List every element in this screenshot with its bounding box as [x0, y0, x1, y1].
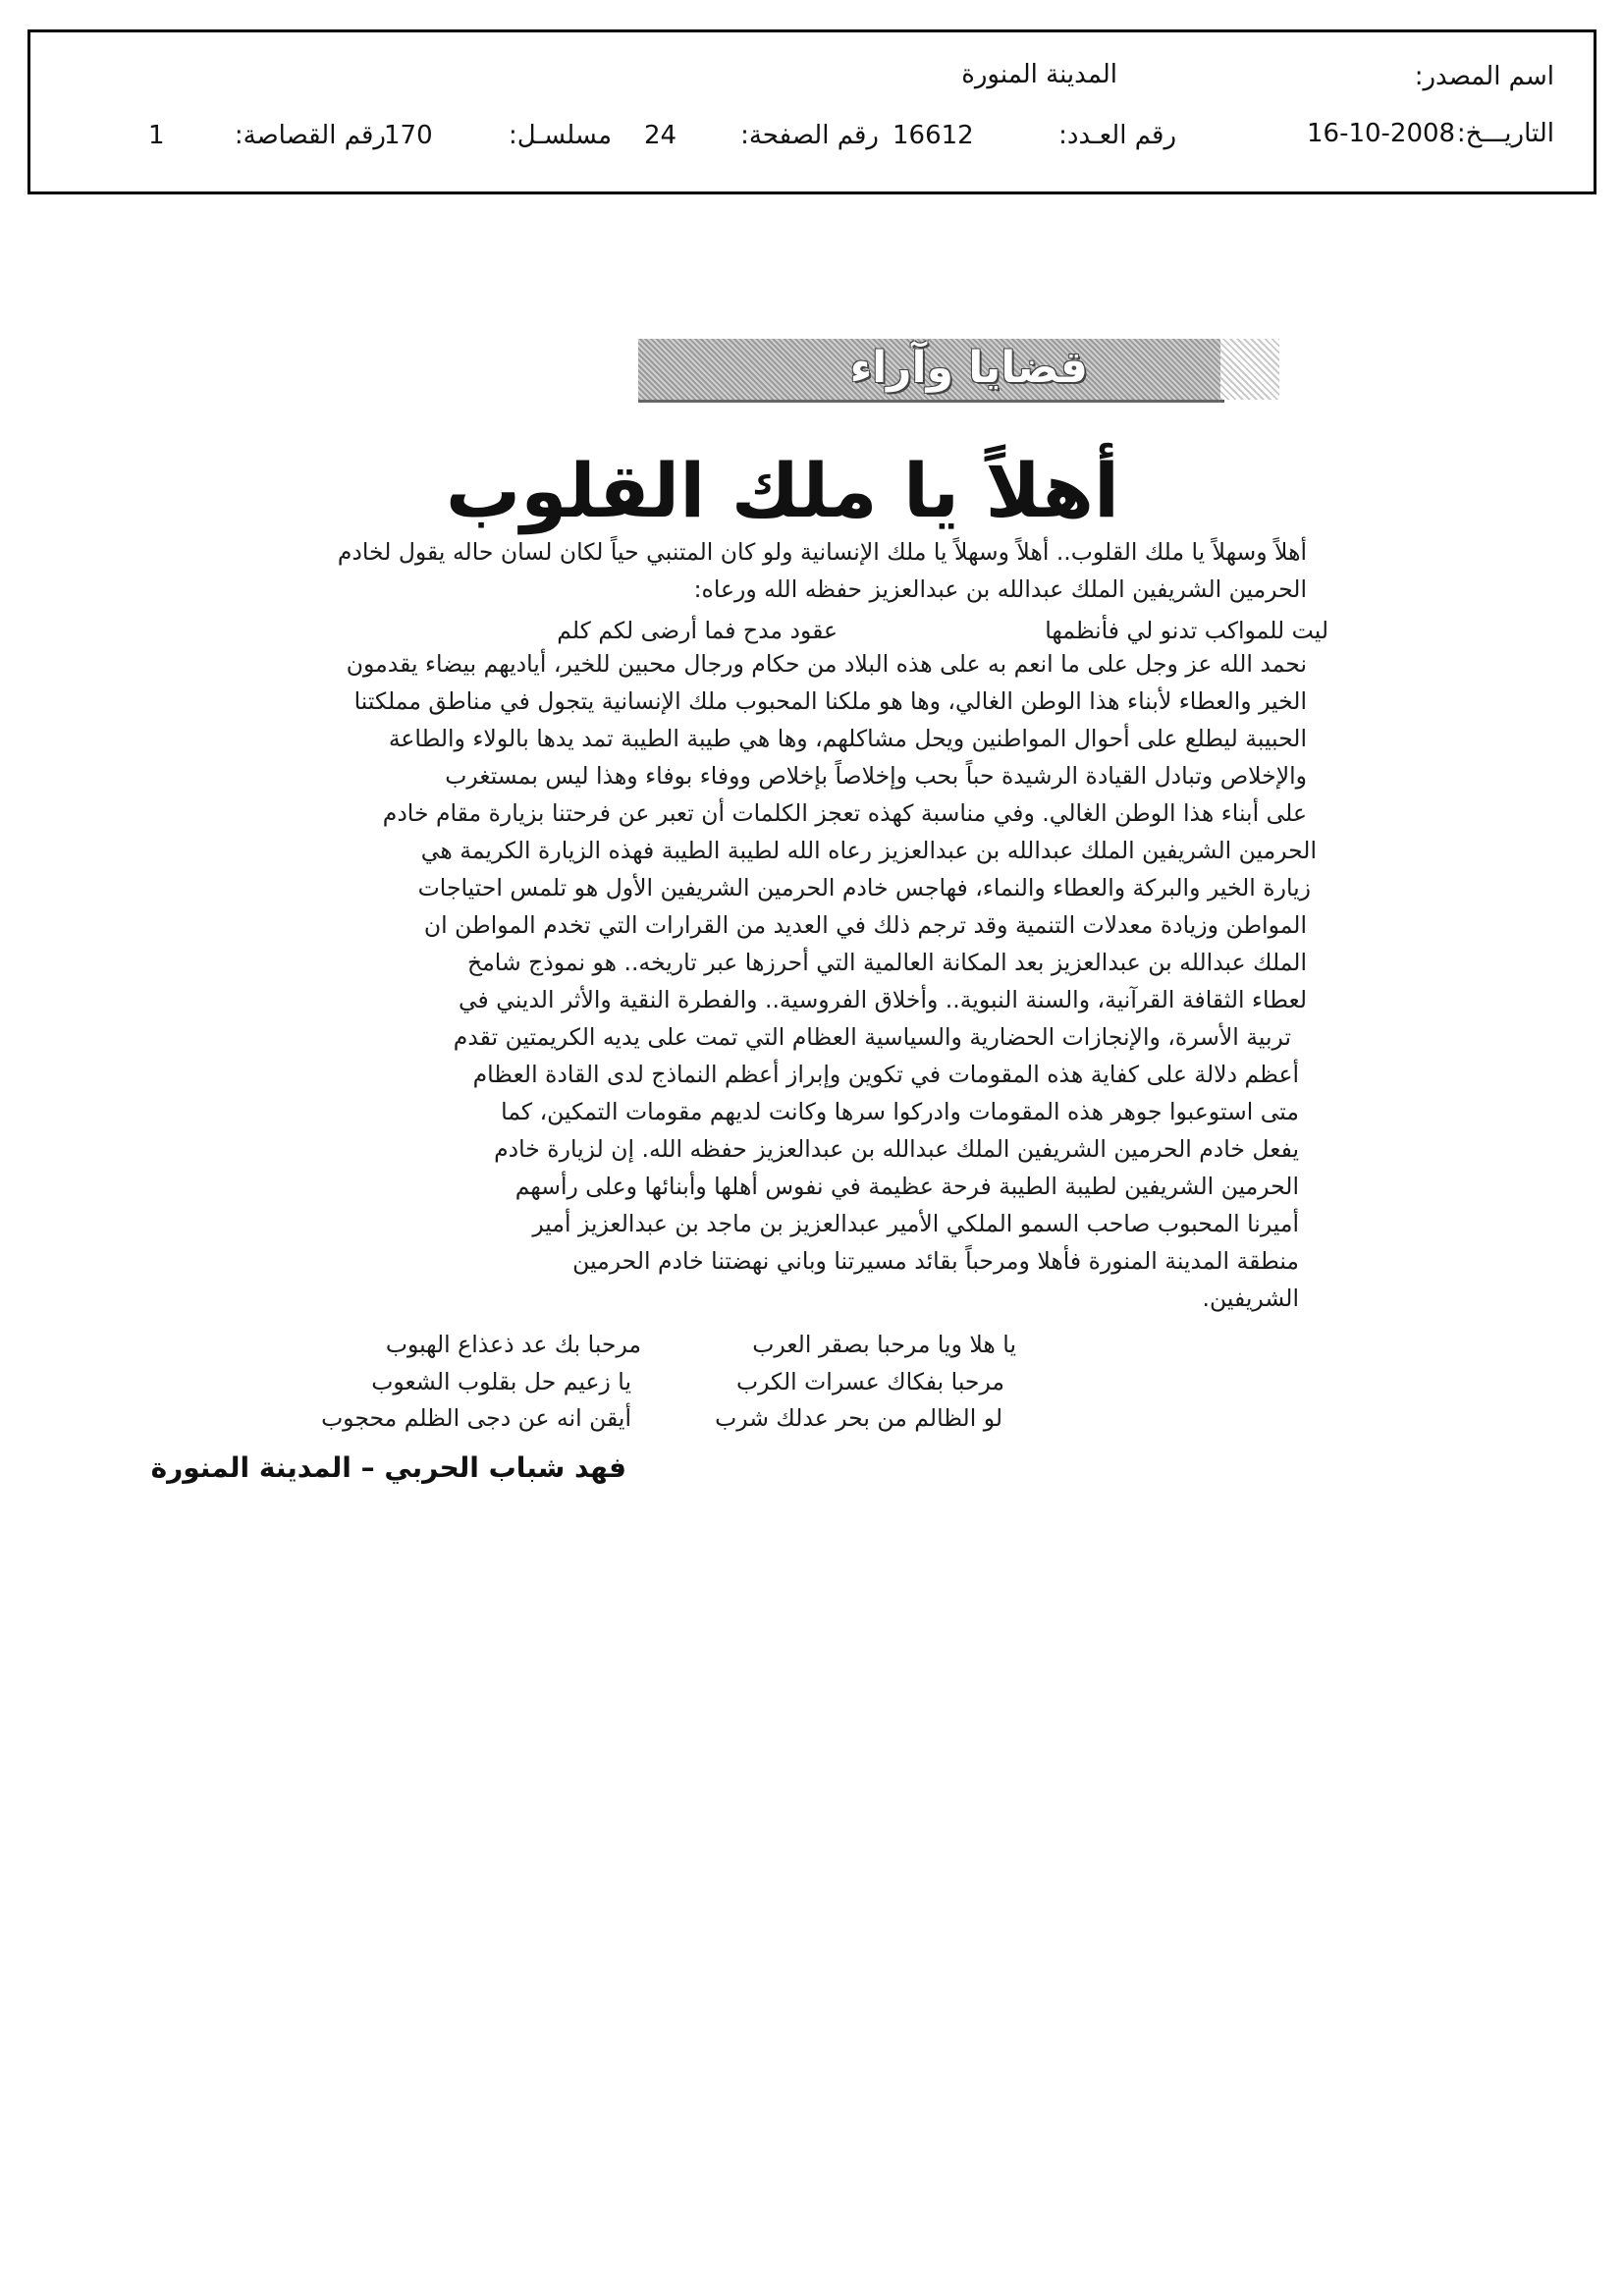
poem-line-1-right: يا هلا ويا مرحبا بصقر العرب [752, 1331, 1016, 1358]
body-line: يفعل خادم الحرمين الشريفين الملك عبدالله بن عبدالعزيز حفظه الله. إن لزيارة خادم [494, 1135, 1299, 1163]
poem-line-3-left: أيقن انه عن دجى الظلم محجوب [321, 1404, 631, 1432]
source-label: اسم المصدر: [1414, 62, 1554, 91]
clip-label: رقم القصاصة: [234, 121, 386, 150]
section-banner [638, 339, 1224, 403]
clip-value: 1 [148, 121, 165, 150]
poem-line-3-right: لو الظالم من بحر عدلك شرب [715, 1404, 1002, 1432]
body-line: الخير والعطاء لأبناء هذا الوطن الغالي، وها هو ملكنا المحبوب ملك الإنسانية يتجول في مناطق مملكتنا [353, 687, 1307, 715]
poem-line-2-right: مرحبا بفكاك عسرات الكرب [735, 1368, 1004, 1395]
issue-value: 16612 [893, 121, 974, 150]
body-line: الحبيبة ليطلع على أحوال المواطنين ويحل مشاكلهم، وها هي طيبة الطيبة تمد يدها بالولاء والطاعة [388, 725, 1307, 752]
body-line: منطقة المدينة المنورة فأهلا ومرحباً بقائد مسيرتنا وباني نهضتنا خادم الحرمين [572, 1247, 1299, 1275]
body-line: نحمد الله عز وجل على ما انعم به على هذه البلاد من حكام ورجال محبين للخير، أياديهم بيضاء يقدمون [346, 650, 1307, 678]
banner-fade-decoration [1220, 339, 1279, 400]
poem-line-2-left: يا زعيم حل بقلوب الشعوب [371, 1368, 631, 1395]
body-line: أهلاً وسهلاً يا ملك القلوب.. أهلاً وسهلاً يا ملك الإنسانية ولو كان المتنبي حياً لكان لسان حاله يقول لخادم [337, 538, 1307, 566]
issue-label: رقم العـدد: [1058, 121, 1176, 150]
page-label: رقم الصفحة: [740, 121, 879, 150]
body-line: والإخلاص وتبادل القيادة الرشيدة حباً بحب وإخلاصاً بإخلاص ووفاء بوفاء وهذا ليس بمستغرب [445, 762, 1307, 790]
body-line: الحرمين الشريفين لطيبة الطيبة فرحة عظيمة في نفوس أهلها وأبنائها وعلى رأسهم [514, 1173, 1299, 1200]
body-line: على أبناء هذا الوطن الغالي. وفي مناسبة كهذه تعجز الكلمات أن تعبر عن فرحتنا بزيارة مقام خادم [382, 799, 1307, 827]
article-byline: فهد شباب الحربي – المدينة المنورة [150, 1451, 626, 1484]
verse-intro-right: ليت للمواكب تدنو لي فأنظمها [1045, 617, 1328, 644]
poem-line-1-left: مرحبا بك عد ذعذاع الهبوب [385, 1331, 641, 1358]
body-line: متى استوعبوا جوهر هذه المقومات وادركوا سرها وكانت لديهم مقومات التمكين، كما [501, 1098, 1299, 1125]
body-line: لعطاء الثقافة القرآنية، والسنة النبوية.. وأخلاق الفروسية.. والفطرة النقية والأثر الديني في [458, 986, 1307, 1013]
body-line: زيارة الخير والبركة والعطاء والنماء، فهاجس خادم الحرمين الشريفين الأول هو تلمس احتياجات [417, 874, 1311, 902]
body-line: الحرمين الشريفين الملك عبدالله بن عبدالعزيز رعاه الله لطيبة الطيبة فهذه الزيارة الكريمة هي [420, 837, 1317, 864]
clip-info-box [27, 29, 1596, 194]
serial-value: 170 [384, 121, 433, 150]
body-line: المواطن وزيادة معدلات التنمية وقد ترجم ذلك في العديد من القرارات التي تخدم المواطن ان [423, 911, 1307, 939]
body-line: الملك عبدالله بن عبدالعزيز بعد المكانة العالمية التي أحرزها عبر تاريخه.. هو نموذج شامخ [467, 949, 1307, 976]
verse-intro-left: عقود مدح فما أرضى لكم كلم [557, 617, 838, 644]
date-label: التاريـــخ: [1456, 119, 1554, 148]
body-line: تربية الأسرة، والإنجازات الحضارية والسياسية العظام التي تمت على يديه الكريمتين تقدم [453, 1023, 1291, 1051]
body-line: أعظم دلالة على كفاية هذه المقومات في تكوين وإبراز أعظم النماذج لدى القادة العظام [472, 1061, 1299, 1088]
source-value: المدينة المنورة [961, 60, 1117, 89]
date-value: 16-10-2008 [1307, 119, 1456, 148]
body-line: الحرمين الشريفين الملك عبدالله بن عبدالعزيز حفظه الله ورعاه: [693, 575, 1307, 603]
serial-label: مسلسـل: [509, 121, 612, 150]
section-banner-text: قضايا وآراء [849, 343, 1088, 393]
article-headline: أهلاً يا ملك القلوب [445, 447, 1119, 534]
page-value: 24 [644, 121, 677, 150]
body-line: الشريفين. [1202, 1285, 1299, 1312]
body-line: أميرنا المحبوب صاحب السمو الملكي الأمير عبدالعزيز بن ماجد بن عبدالعزيز أمير [532, 1210, 1299, 1237]
